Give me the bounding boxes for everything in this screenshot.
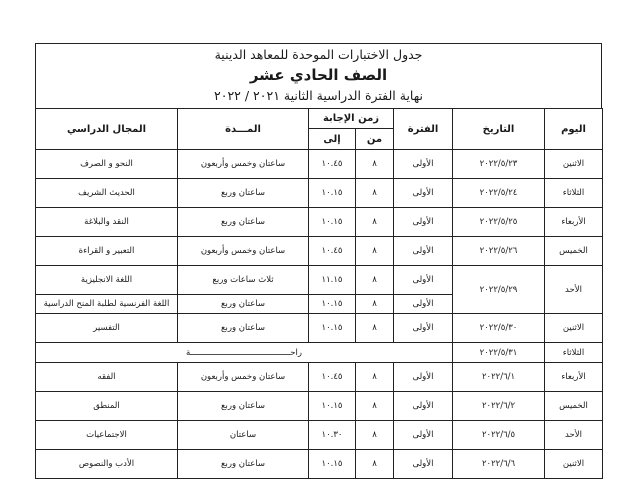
cell-to: ١٠.١٥ — [309, 295, 356, 314]
cell-duration: ساعتان وربع — [178, 208, 309, 237]
table-row — [36, 392, 603, 421]
table-row — [36, 208, 603, 237]
cell-subject: المنطق — [36, 392, 178, 421]
cell-to: ١٠.٤٥ — [309, 363, 356, 392]
col-answer-time: زمن الإجابة — [309, 109, 394, 129]
table-row — [36, 266, 603, 295]
cell-day: الثلاثاء — [545, 343, 603, 363]
cell-duration: ساعتان وخمس وأربعون — [178, 363, 309, 392]
cell-from: ٨ — [356, 150, 394, 179]
cell-to: ١٠.١٥ — [309, 179, 356, 208]
cell-subject: الفقه — [36, 363, 178, 392]
cell-from: ٨ — [356, 392, 394, 421]
cell-day: الخميس — [545, 237, 603, 266]
cell-from: ٨ — [356, 450, 394, 479]
cell-subject: النقد والبلاغة — [36, 208, 178, 237]
cell-period: الأولى — [394, 237, 453, 266]
cell-date: ٢٠٢٢/٦/١ — [453, 363, 545, 392]
cell-day: الأربعاء — [545, 363, 603, 392]
cell-subject: التعبير و القراءة — [36, 237, 178, 266]
cell-to: ١٠.٤٥ — [309, 150, 356, 179]
table-row — [36, 237, 603, 266]
cell-duration: ساعتان وربع — [178, 392, 309, 421]
col-to: إلى — [309, 129, 356, 150]
cell-from: ٨ — [356, 295, 394, 314]
cell-duration: ساعتان — [178, 421, 309, 450]
col-subject: المجال الدراسي — [36, 109, 178, 150]
cell-from: ٨ — [356, 421, 394, 450]
cell-day: الاثنين — [545, 450, 603, 479]
table-row — [36, 421, 603, 450]
col-date: التاريخ — [453, 109, 545, 150]
cell-period: الأولى — [394, 208, 453, 237]
cell-day: الخميس — [545, 392, 603, 421]
cell-from: ٨ — [356, 314, 394, 343]
cell-duration: ساعتان وربع — [178, 179, 309, 208]
table-row — [36, 450, 603, 479]
cell-period: الأولى — [394, 363, 453, 392]
table-row — [36, 179, 603, 208]
cell-to: ١٠.١٥ — [309, 314, 356, 343]
cell-date: ٢٠٢٢/٥/٢٣ — [453, 150, 545, 179]
cell-subject: الأدب والنصوص — [36, 450, 178, 479]
rest-row — [36, 343, 603, 363]
cell-subject: اللغة الفرنسية لطلبة المنح الدراسية — [36, 295, 178, 314]
cell-date: ٢٠٢٢/٦/٦ — [453, 450, 545, 479]
table-row — [36, 363, 603, 392]
cell-day: الثلاثاء — [545, 179, 603, 208]
col-period: الفترة — [394, 109, 453, 150]
cell-subject: اللغة الانجليزية — [36, 266, 178, 295]
cell-to: ١٠.١٥ — [309, 450, 356, 479]
cell-from: ٨ — [356, 237, 394, 266]
cell-subject: النحو و الصرف — [36, 150, 178, 179]
header-grade-title: الصف الحادي عشر — [249, 66, 388, 84]
cell-duration: ساعتان وربع — [178, 314, 309, 343]
cell-duration: ساعتان وخمس وأربعون — [178, 237, 309, 266]
cell-date: ٢٠٢٢/٥/٢٥ — [453, 208, 545, 237]
cell-day: الأحد — [545, 421, 603, 450]
cell-date: ٢٠٢٢/٥/٣١ — [453, 343, 545, 363]
col-day: اليوم — [545, 109, 603, 150]
schedule-header — [35, 43, 602, 109]
header-line-1: جدول الاختبارات الموحدة للمعاهد الدينية — [214, 47, 423, 62]
cell-date: ٢٠٢٢/٥/٢٦ — [453, 237, 545, 266]
table-row — [36, 150, 603, 179]
rest-label: راحــــــــــــــــــــــــــــــــــــــــة — [36, 343, 453, 363]
cell-to: ١١.١٥ — [309, 266, 356, 295]
cell-to: ١٠.١٥ — [309, 392, 356, 421]
cell-day: الاثنين — [545, 150, 603, 179]
cell-subject: التفسير — [36, 314, 178, 343]
cell-to: ١٠.٣٠ — [309, 421, 356, 450]
cell-date: ٢٠٢٢/٦/٥ — [453, 421, 545, 450]
cell-period: الأولى — [394, 295, 453, 314]
cell-day: الأحد — [545, 266, 603, 314]
header-term: نهاية الفترة الدراسية الثانية ٢٠٢١ / ٢٠٢٢ — [214, 88, 423, 103]
cell-period: الأولى — [394, 421, 453, 450]
col-duration: المـــدة — [178, 109, 309, 150]
cell-subject: الحديث الشريف — [36, 179, 178, 208]
cell-period: الأولى — [394, 314, 453, 343]
cell-to: ١٠.٤٥ — [309, 237, 356, 266]
cell-subject: الاجتماعيات — [36, 421, 178, 450]
cell-day: الأربعاء — [545, 208, 603, 237]
cell-period: الأولى — [394, 392, 453, 421]
cell-duration: ساعتان وربع — [178, 295, 309, 314]
cell-duration: ساعتان وخمس وأربعون — [178, 150, 309, 179]
cell-day: الاثنين — [545, 314, 603, 343]
col-from: من — [356, 129, 394, 150]
cell-duration: ساعتان وربع — [178, 450, 309, 479]
cell-duration: ثلاث ساعات وربع — [178, 266, 309, 295]
cell-from: ٨ — [356, 266, 394, 295]
cell-from: ٨ — [356, 179, 394, 208]
cell-from: ٨ — [356, 208, 394, 237]
cell-from: ٨ — [356, 363, 394, 392]
cell-date: ٢٠٢٢/٥/٢٩ — [453, 266, 545, 314]
cell-period: الأولى — [394, 266, 453, 295]
cell-date: ٢٠٢٢/٦/٢ — [453, 392, 545, 421]
table-row — [36, 314, 603, 343]
cell-to: ١٠.١٥ — [309, 208, 356, 237]
cell-period: الأولى — [394, 150, 453, 179]
schedule-table — [35, 108, 603, 479]
cell-date: ٢٠٢٢/٥/٢٤ — [453, 179, 545, 208]
cell-period: الأولى — [394, 179, 453, 208]
cell-period: الأولى — [394, 450, 453, 479]
cell-date: ٢٠٢٢/٥/٣٠ — [453, 314, 545, 343]
